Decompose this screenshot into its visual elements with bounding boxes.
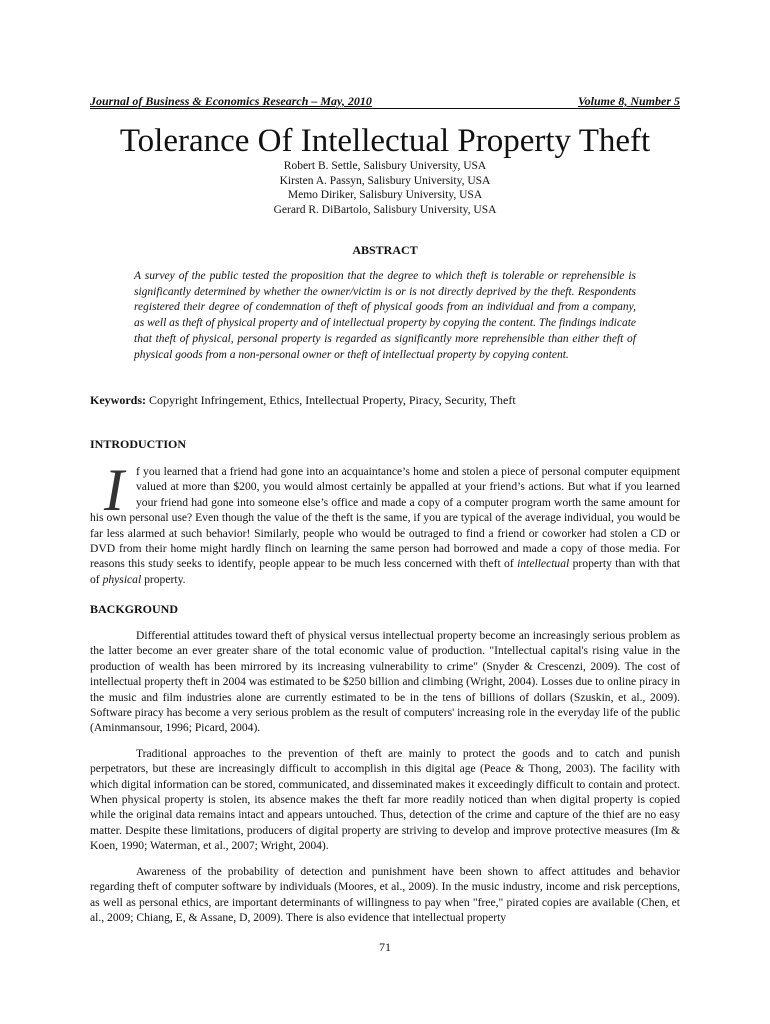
drop-cap: I <box>104 457 124 523</box>
background-body <box>90 628 680 935</box>
abstract-text: A survey of the public tested the proposition that the degree to which theft is tolerable or reprehensible is significantly determined by whether the owner/victim is or is not directly deprived by the theft. Respondents registered their degree of condemnation of theft of physical goods from an individual and from a company, as well as theft of physical property and of intellectual property by copying the content. The findings indicate that theft of physical, personal property is regarded as significantly more reprehensible than either theft of physical goods from a non-personal owner or theft of intellectual property by copying content. <box>134 270 636 361</box>
background-heading: BACKGROUND <box>90 602 179 616</box>
page-number: 71 <box>379 940 391 954</box>
paper-title: Tolerance Of Intellectual Property Theft <box>119 123 651 159</box>
intro-text-part: f you learned that a friend had gone into an acquaintance’s home and stolen a piece of personal computer equipment valued at more than $200, you would almost certainly be appalled at your friend’s actions. But what if you learned your friend had gone into someone else’s office and made a copy of a computer program worth the same amount for his own personal use? Even though the value of the theft is the same, if you are typical of the average individual, you would be far less alarmed at such behavior! Similarly, people who would be outraged to find a friend or coworker had stolen a CD or DVD from their home might hardly flinch on learning the same person had borrowed and made a copy of those media. For reasons this study seeks to identify, people appear to be much less concerned with theft of <box>90 465 680 571</box>
intro-text-part: property than with that of <box>90 557 680 586</box>
background-paragraph: Differential attitudes toward theft of physical versus intellectual property become an increasingly serious problem as the latter become an ever greater share of the total economic value of production. "Intellectual capital's rising value in the production of wealth has been mirrored by its increasing vulnerability to crime" (Snyder & Crescenzi, 2009). The cost of intellectual property theft in 2004 was estimated to be $250 billion and climbing (Wright, 2004). Losses due to online piracy in the music and film industries alone are currently estimated to be in the tens of billions of dollars (Szuskin, et al., 2009). Software piracy has become a very serious problem as the result of computers' increasing role in the everyday life of the public (Aminmansour, 1996; Picard, 2004). <box>90 629 680 735</box>
intro-text-part: property. <box>141 572 186 586</box>
volume-number: Volume 8, Number 5 <box>577 94 680 108</box>
keywords-text: Copyright Infringement, Ethics, Intellectual Property, Piracy, Security, Theft <box>149 393 516 407</box>
running-header <box>90 94 680 109</box>
keywords-line <box>90 393 680 408</box>
introduction-paragraph <box>90 457 680 587</box>
keywords-label: Keywords: <box>90 393 146 407</box>
intro-emphasis: physical <box>102 572 142 586</box>
abstract-heading: ABSTRACT <box>352 243 418 257</box>
background-paragraph: Awareness of the probability of detection and punishment have been shown to affect attitudes and behavior regarding theft of computer software by individuals (Moores, et al., 2009). In the music industry, income and risk perceptions, as well as personal ethics, are important determinants of willingness to pay when "free," pirated copies are available (Chen, et al., 2009; Chiang, E, & Assane, D, 2009). There is also evidence that intellectual property <box>90 864 680 924</box>
introduction-heading: INTRODUCTION <box>90 437 187 451</box>
author-list <box>90 159 680 217</box>
author-line: Robert B. Settle, Salisbury University, USA <box>283 160 487 172</box>
background-paragraph: Traditional approaches to the prevention of theft are mainly to protect the goods and to catch and punish perpetrators, but these are increasingly difficult to accomplish in this digital age (Peace & Thong, 2003). The facility with which digital information can be stored, communicated, and disseminated makes it exceedingly difficult to contain and protect. When physical property is stolen, its absence makes the theft far more readily noticed than when digital property is copied while the original data remains intact and appears untouched. Thus, detection of the crime and capture of the thief are no easy matter. Despite these limitations, producers of digital property are striving to develop and improve protective measures (Im & Koen, 1990; Waterman, et al., 2007; Wright, 2004). <box>90 746 680 853</box>
introduction-body <box>90 457 680 597</box>
intro-emphasis: intellectual <box>517 557 570 571</box>
author-line: Kirsten A. Passyn, Salisbury University, USA <box>279 174 491 187</box>
author-line: Memo Diriker, Salisbury University, USA <box>287 189 483 201</box>
journal-name: Journal of Business & Economics Research – May, 2010 <box>90 94 372 108</box>
author-line: Gerard R. DiBartolo, Salisbury University, USA <box>273 203 497 216</box>
